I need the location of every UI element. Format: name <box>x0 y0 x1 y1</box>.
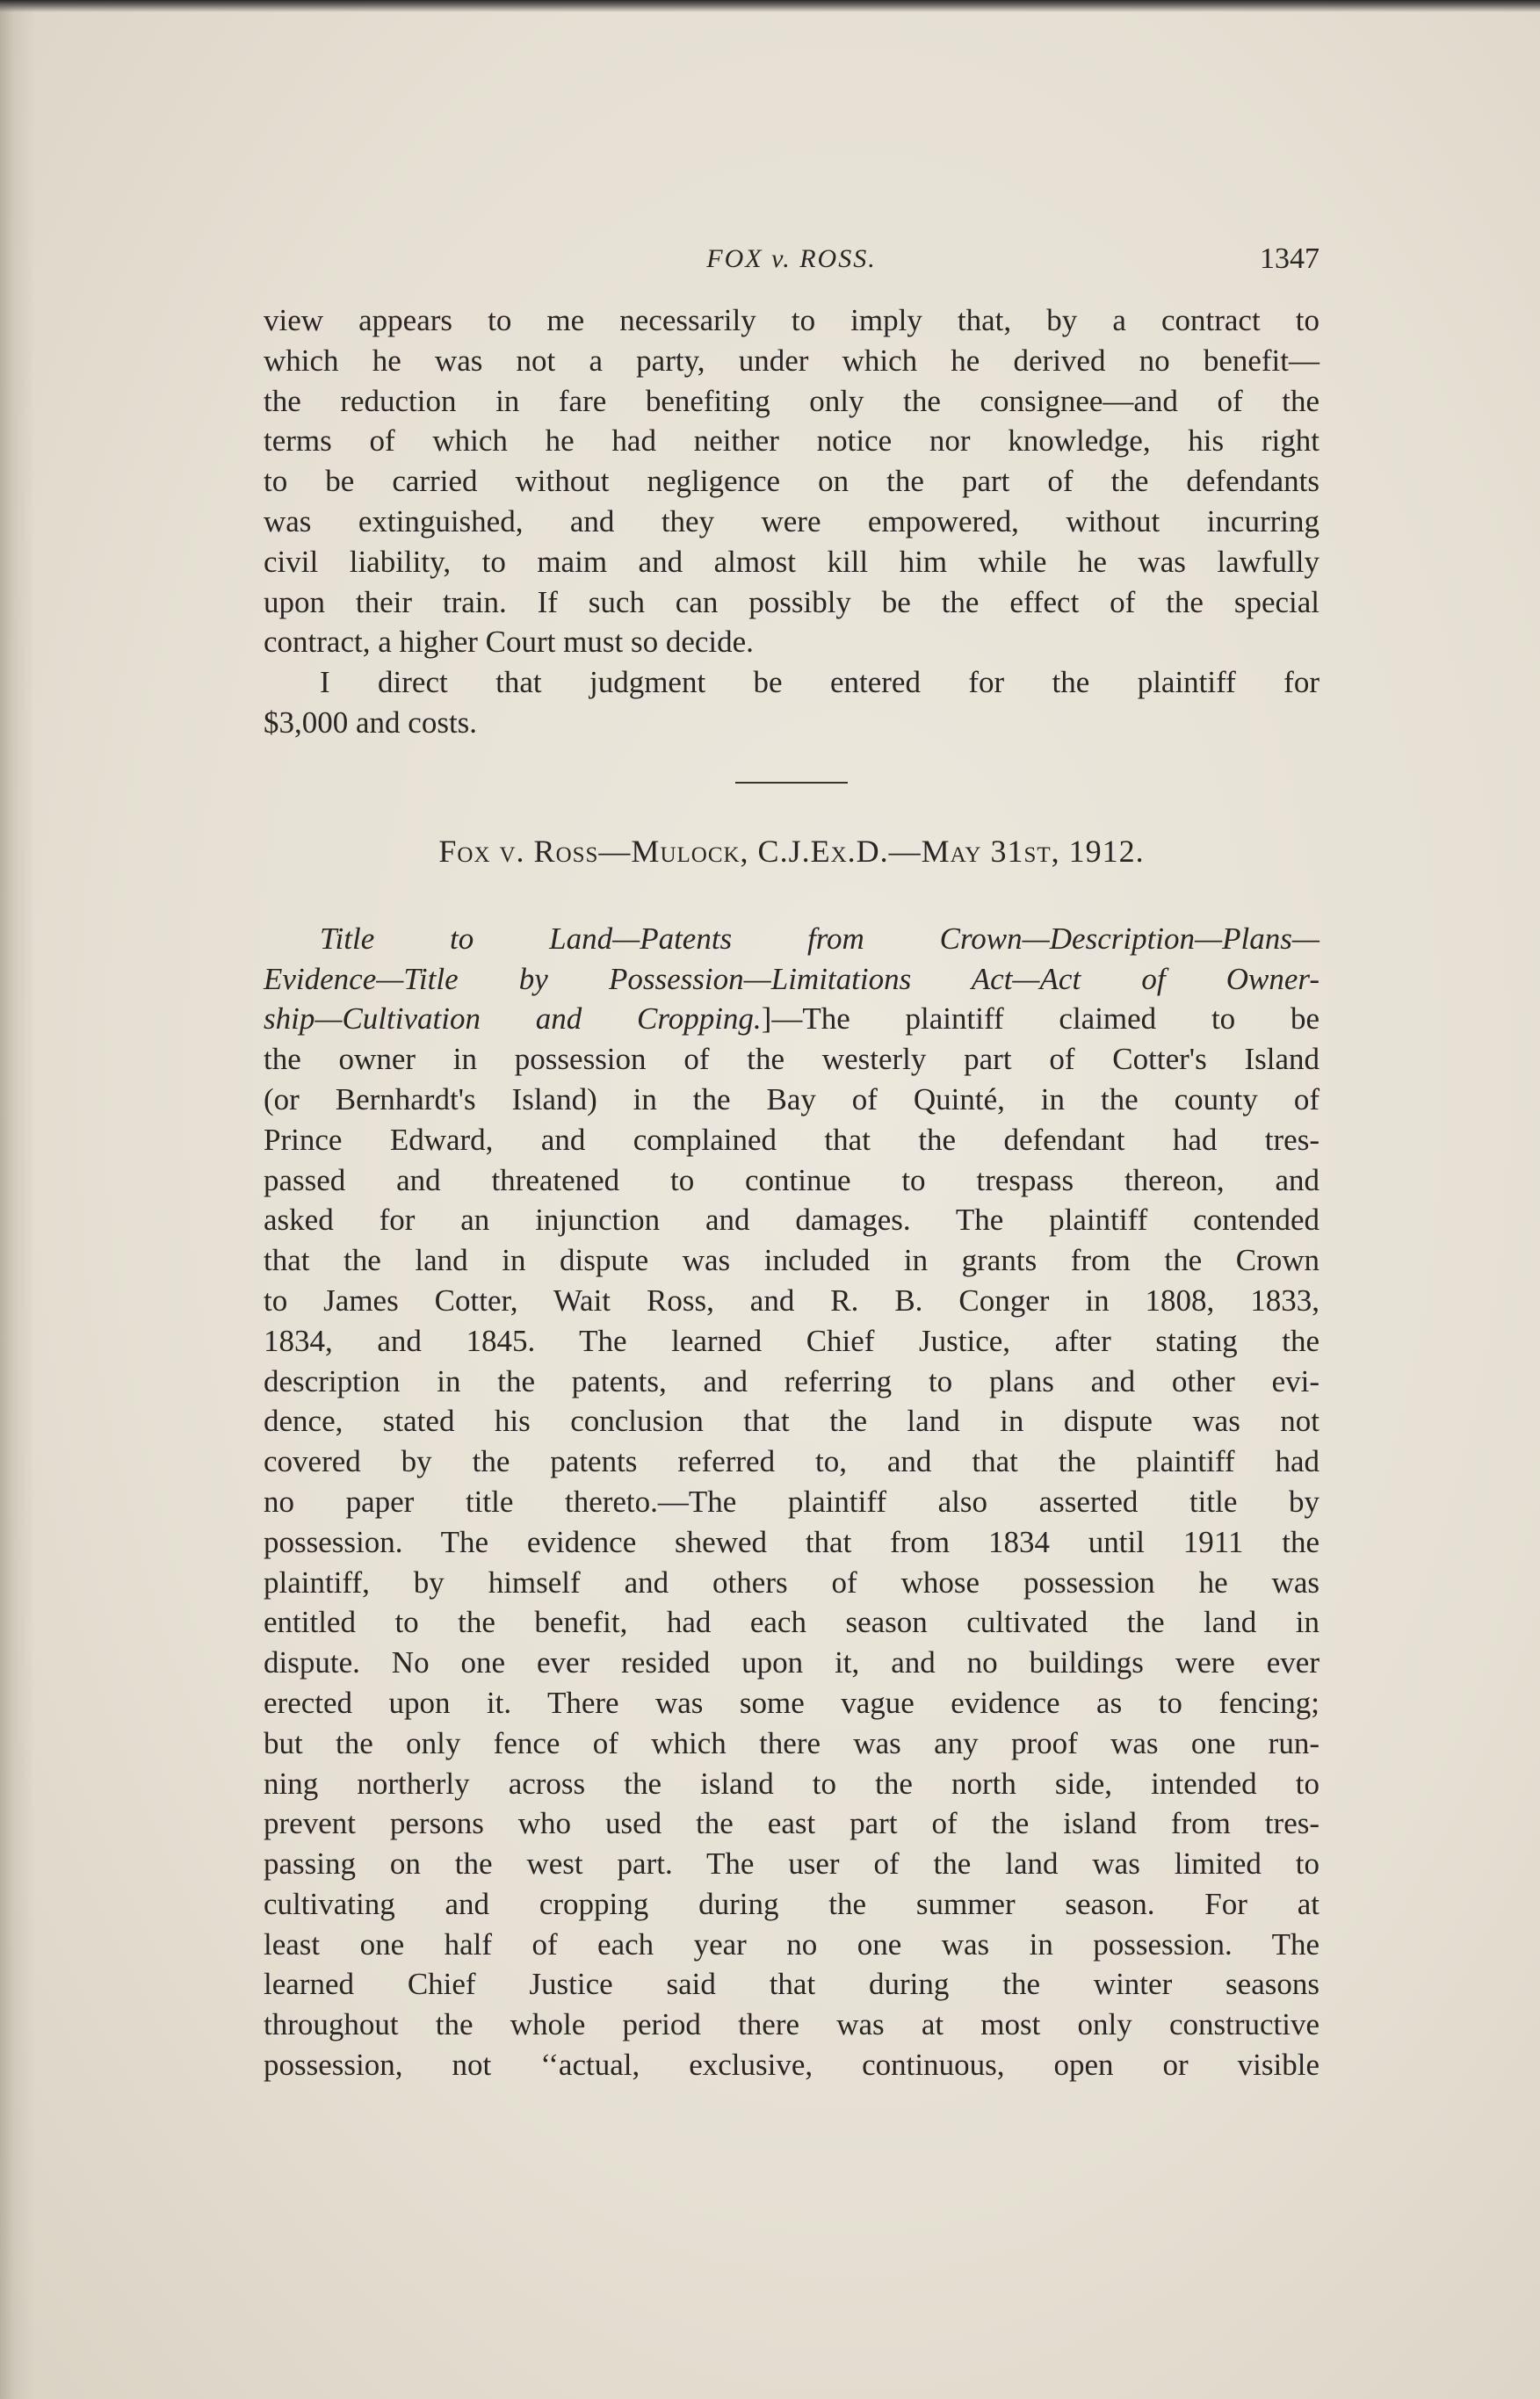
text-line: erected upon it. There was some vague evidence as to fencing; <box>264 1685 1319 1720</box>
text-line: view appears to me necessarily to imply that, by a contract to <box>264 303 1319 337</box>
headnote-keywords-end: ship—Cultivation and Cropping. <box>264 1001 762 1037</box>
text-line: to be carried without negligence on the part of the defendants <box>264 464 1319 499</box>
text-line: (or Bernhardt's Island) in the Bay of Quinté, in the county of <box>264 1081 1319 1116</box>
text-line <box>264 999 1319 1039</box>
text-line: Prince Edward, and complained that the defendant had tres- <box>264 1122 1319 1157</box>
text-line: but the only fence of which there was any proof was one run- <box>264 1725 1319 1760</box>
text-line: dence, stated his conclusion that the land in dispute was not <box>264 1404 1319 1439</box>
case-heading-text: Fox v. Ross—Mulock, C.J.Ex.D.—May 31st, 1912. <box>438 833 1145 869</box>
section-divider <box>735 782 848 784</box>
text-line: terms of which he had neither notice nor knowledge, his right <box>264 423 1319 459</box>
text-line: civil liability, to maim and almost kill him while he was lawfully <box>264 544 1319 579</box>
page-gutter-shadow <box>0 0 35 2399</box>
text-line: cultivating and cropping during the summer season. For at <box>264 1886 1319 1921</box>
text-line: passed and threatened to continue to trespass thereon, and <box>264 1162 1319 1197</box>
text-line: throughout the whole period there was at most only constructive <box>264 2007 1319 2042</box>
text-line: description in the patents, and referring to plans and other evi- <box>264 1363 1319 1398</box>
page-top-edge <box>0 0 1540 12</box>
text-line: contract, a higher Court must so decide. <box>264 625 754 660</box>
text-line: the owner in possession of the westerly part of Cotter's Island <box>264 1042 1319 1077</box>
continuation-paragraph <box>264 300 1319 662</box>
text-line: that the land in dispute was included in grants from the Crown <box>264 1243 1319 1278</box>
text-line: no paper title thereto.—The plaintiff also asserted title by <box>264 1484 1319 1519</box>
text-line: prevent persons who used the east part of the island from tres- <box>264 1806 1319 1841</box>
headnote-paragraph <box>264 919 1319 2085</box>
text-line: upon their train. If such can possibly be the effect of the special <box>264 584 1319 619</box>
running-head-title: FOX v. ROSS. <box>706 244 877 273</box>
text-line: to James Cotter, Wait Ross, and R. B. Conger in 1808, 1833, <box>264 1283 1319 1318</box>
text-line: the reduction in fare benefiting only the consignee—and of the <box>264 383 1319 418</box>
headnote-keywords-line: Evidence—Title by Possession—Limitations Act—Act of Owner- <box>264 961 1319 996</box>
case-heading <box>264 833 1319 870</box>
text-line: dispute. No one ever resided upon it, and no buildings were ever <box>264 1645 1319 1680</box>
text-line: which he was not a party, under which he derived no benefit— <box>264 343 1319 378</box>
text-line: entitled to the benefit, had each season cultivated the land in <box>264 1605 1319 1640</box>
text-line: asked for an injunction and damages. The plaintiff contended <box>264 1203 1319 1238</box>
book-page <box>264 237 1319 2085</box>
text-line: 1834, and 1845. The learned Chief Justice, after stating the <box>264 1323 1319 1358</box>
text-line: possession. The evidence shewed that from 1834 until 1911 the <box>264 1524 1319 1559</box>
text-line: plaintiff, by himself and others of whose possession he was <box>264 1564 1319 1600</box>
text-line: ning northerly across the island to the north side, intended to <box>264 1766 1319 1801</box>
text-line: was extinguished, and they were empowered, without incurring <box>264 503 1319 538</box>
headnote-line-rest: ]—The plaintiff claimed to be <box>761 1001 1320 1037</box>
text-line: least one half of each year no one was in possession. The <box>264 1926 1319 1962</box>
text-line: possession, not ‘‘actual, exclusive, continuous, open or visible <box>264 2048 1319 2083</box>
running-head <box>264 237 1319 290</box>
text-line: passing on the west part. The user of the land was limited to <box>264 1846 1319 1882</box>
text-line: $3,000 and costs. <box>264 705 478 740</box>
text-line: learned Chief Justice said that during the winter seasons <box>264 1967 1319 2002</box>
judgment-paragraph <box>264 662 1319 743</box>
text-line: I direct that judgment be entered for the plaintiff for <box>320 665 1319 700</box>
headnote-keywords-line: Title to Land—Patents from Crown—Description—Plans— <box>320 921 1319 956</box>
page-number: 1347 <box>1260 242 1319 275</box>
text-line: covered by the patents referred to, and that the plaintiff had <box>264 1444 1319 1479</box>
